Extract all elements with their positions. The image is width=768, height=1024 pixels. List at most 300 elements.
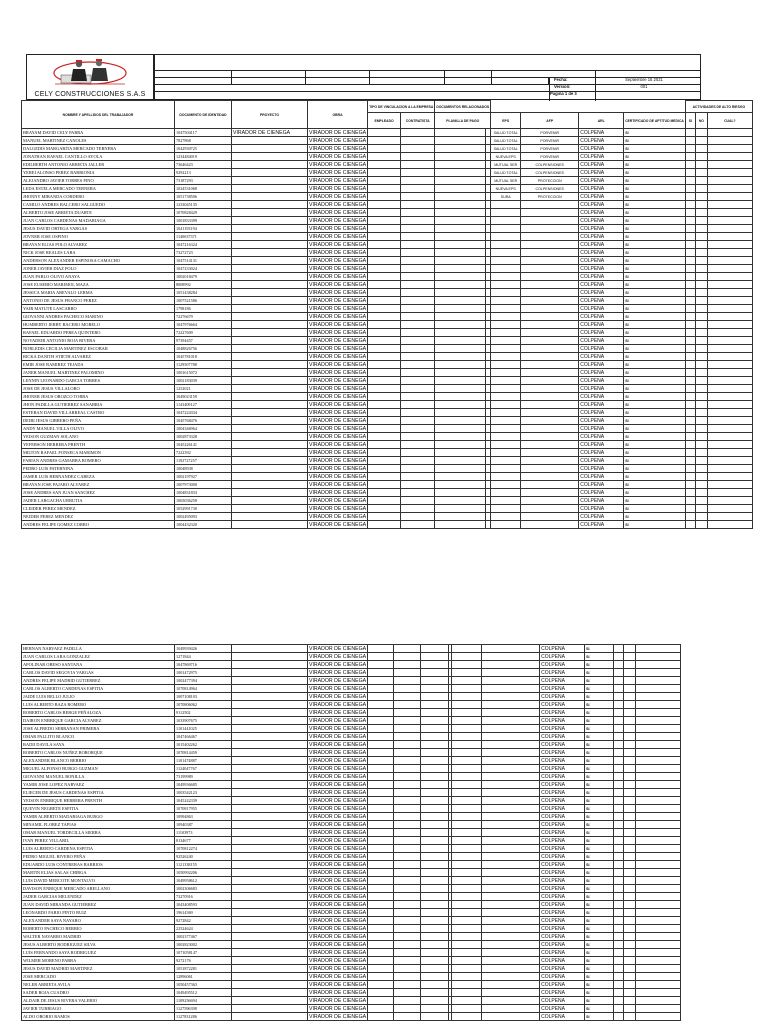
worker-arl: COLPENA	[540, 869, 585, 877]
worker-eps	[491, 233, 521, 241]
worker-obra: VIRADOR DE CIENEGA	[309, 989, 367, 996]
worker-eps	[452, 1013, 482, 1021]
worker-name: HERNAN NARVAEZ PADILLA	[22, 645, 175, 653]
worker-planilla	[435, 225, 485, 233]
table-row	[22, 233, 753, 241]
worker-no	[695, 201, 707, 209]
worker-arl: COLPENA	[579, 169, 624, 177]
worker-afp: PORVENIR	[521, 145, 579, 153]
worker-si	[614, 653, 624, 661]
worker-cual	[707, 393, 752, 401]
worker-cual	[707, 345, 752, 353]
worker-eps	[491, 297, 521, 305]
worker-afp	[521, 273, 579, 281]
worker-no	[695, 497, 707, 505]
worker-cual	[636, 773, 681, 781]
worker-no	[695, 169, 707, 177]
worker-no	[695, 417, 707, 425]
worker-cual	[707, 441, 752, 449]
worker-obra: VIRADOR DE CIENEGA	[309, 757, 367, 764]
worker-empleado	[368, 169, 401, 177]
worker-name: ALBERTO JOSE ARRIETA DUARTE	[22, 209, 175, 217]
worker-empleado	[368, 385, 401, 393]
worker-contratista	[394, 813, 421, 821]
worker-cual	[636, 885, 681, 893]
worker-no	[624, 997, 636, 1005]
worker-cual	[636, 853, 681, 861]
worker-proyecto	[232, 137, 308, 145]
worker-si	[685, 497, 695, 505]
table-row	[22, 853, 681, 861]
worker-name: CARLOS ALBERTO CARDENAS ESPITIA	[22, 685, 175, 693]
worker-document: 9292213	[175, 169, 232, 177]
worker-obra: VIRADOR DE CIENEGA	[309, 685, 367, 692]
worker-empleado	[368, 217, 401, 225]
worker-obra: VIRADOR DE CIENEGA	[309, 377, 367, 384]
worker-name: PEDRO MIGUEL RIVERO PEÑA	[22, 853, 175, 861]
worker-name: JUAN PABLO OLIVO ANAYA	[22, 273, 175, 281]
worker-planilla	[421, 885, 449, 893]
worker-proyecto	[232, 669, 308, 677]
worker-certificado: SI	[585, 797, 614, 805]
worker-afp	[482, 741, 540, 749]
worker-no	[624, 821, 636, 829]
worker-arl: COLPENA	[540, 997, 585, 1005]
worker-si	[685, 425, 695, 433]
worker-proyecto	[232, 821, 308, 829]
worker-eps	[452, 757, 482, 765]
worker-document: 1002477394	[175, 677, 232, 685]
worker-arl: COLPENA	[579, 129, 624, 137]
worker-empleado	[368, 257, 401, 265]
worker-name: JUAN CARLOS LARA GONZALEZ	[22, 653, 175, 661]
worker-eps	[452, 709, 482, 717]
worker-no	[695, 225, 707, 233]
worker-arl: COLPENA	[540, 653, 585, 661]
worker-obra: VIRADOR DE CIENEGA	[309, 161, 367, 168]
worker-no	[695, 289, 707, 297]
table-row	[22, 725, 681, 733]
worker-document: 1234484019	[175, 153, 232, 161]
worker-name: MARTIN ELIAS SALAS CHIRGA	[22, 869, 175, 877]
worker-document: 1051872281	[175, 965, 232, 973]
worker-no	[695, 129, 707, 137]
worker-contratista	[401, 281, 435, 289]
worker-no	[695, 385, 707, 393]
worker-si	[614, 917, 624, 925]
worker-empleado	[368, 653, 394, 661]
worker-proyecto	[232, 425, 308, 433]
worker-arl: COLPENA	[579, 313, 624, 321]
worker-name: YAMIR ALBERTO MADARIAGA BURGO	[22, 813, 175, 821]
worker-afp	[521, 265, 579, 273]
worker-eps	[452, 693, 482, 701]
worker-afp	[521, 481, 579, 489]
worker-planilla	[421, 925, 449, 933]
worker-proyecto	[232, 805, 308, 813]
worker-empleado	[368, 901, 394, 909]
worker-afp	[482, 997, 540, 1005]
worker-obra: VIRADOR DE CIENEGA	[309, 773, 367, 780]
worker-arl: COLPENA	[540, 685, 585, 693]
worker-contratista	[401, 337, 435, 345]
worker-eps	[491, 353, 521, 361]
worker-proyecto	[232, 773, 308, 781]
worker-arl: COLPENA	[579, 249, 624, 257]
worker-empleado	[368, 297, 401, 305]
worker-cual	[707, 401, 752, 409]
table-row	[22, 733, 681, 741]
worker-si	[614, 1005, 624, 1013]
worker-proyecto	[232, 233, 308, 241]
worker-empleado	[368, 717, 394, 725]
worker-name: LUIS FERNANDO SAYA RODRIGUEZ	[22, 949, 175, 957]
worker-no	[624, 717, 636, 725]
worker-document: 73199989	[175, 773, 232, 781]
worker-eps	[491, 313, 521, 321]
table-body-section-2	[22, 645, 681, 1021]
worker-planilla	[421, 909, 449, 917]
worker-afp	[482, 677, 540, 685]
worker-name: HUMBERTO JERRY BACERO MORELO	[22, 321, 175, 329]
worker-cual	[636, 717, 681, 725]
worker-planilla	[435, 233, 485, 241]
worker-obra: VIRADOR DE CIENEGA	[309, 313, 367, 320]
worker-planilla	[435, 201, 485, 209]
worker-afp	[521, 513, 579, 521]
worker-certificado: SI	[585, 877, 614, 885]
worker-proyecto	[232, 941, 308, 949]
worker-eps	[452, 789, 482, 797]
worker-name: DAIRON ENRRIQUE GARCIA ALVAREZ	[22, 717, 175, 725]
worker-afp	[482, 1013, 540, 1021]
worker-empleado	[368, 481, 401, 489]
worker-eps	[491, 497, 521, 505]
worker-certificado: SI	[585, 757, 614, 765]
worker-no	[695, 361, 707, 369]
worker-contratista	[401, 329, 435, 337]
table-row	[22, 869, 681, 877]
worker-certificado: SI	[624, 129, 686, 137]
worker-afp	[482, 941, 540, 949]
worker-si	[614, 933, 624, 941]
worker-no	[695, 521, 707, 529]
worker-arl: COLPENA	[579, 305, 624, 313]
table-row	[22, 209, 753, 217]
worker-proyecto	[232, 989, 308, 997]
worker-name: BRAYAM DAVID CELY PARRA	[22, 129, 175, 137]
worker-contratista	[394, 749, 421, 757]
table-row	[22, 661, 681, 669]
worker-empleado	[368, 337, 401, 345]
worker-arl: COLPENA	[579, 353, 624, 361]
worker-name: LUIS ALBERTO BAZA ROMERO	[22, 701, 175, 709]
worker-afp	[521, 249, 579, 257]
worker-contratista	[394, 709, 421, 717]
worker-planilla	[421, 861, 449, 869]
worker-no	[624, 973, 636, 981]
worker-empleado	[368, 757, 394, 765]
worker-empleado	[368, 401, 401, 409]
table-row	[22, 645, 681, 653]
worker-eps: NUEVA EPS	[491, 153, 521, 161]
worker-afp	[521, 217, 579, 225]
worker-no	[695, 409, 707, 417]
worker-cual	[707, 449, 752, 457]
worker-name: LENNIN LEONARDO GARCIA TORRES	[22, 377, 175, 385]
worker-no	[695, 393, 707, 401]
worker-name: JANER MANUEL MARTINEZ PALOMINO	[22, 369, 175, 377]
worker-si	[685, 489, 695, 497]
worker-planilla	[421, 957, 449, 965]
worker-proyecto	[232, 353, 308, 361]
worker-arl: COLPENA	[579, 433, 624, 441]
worker-no	[695, 297, 707, 305]
worker-document: 73272723	[175, 249, 232, 257]
worker-si	[614, 733, 624, 741]
worker-no	[624, 653, 636, 661]
worker-proyecto	[232, 741, 308, 749]
table-row	[22, 885, 681, 893]
worker-proyecto	[232, 957, 308, 965]
worker-proyecto	[232, 901, 308, 909]
worker-contratista	[401, 481, 435, 489]
worker-no	[624, 957, 636, 965]
worker-arl: COLPENA	[579, 361, 624, 369]
worker-no	[624, 685, 636, 693]
worker-obra: VIRADOR DE CIENEGA	[309, 361, 367, 368]
table-row	[22, 845, 681, 853]
worker-si	[685, 473, 695, 481]
worker-si	[685, 297, 695, 305]
worker-name: JOSE EUSEBIO MARIMOL MAZA	[22, 281, 175, 289]
worker-si	[614, 813, 624, 821]
worker-afp	[482, 789, 540, 797]
worker-cual	[707, 169, 752, 177]
worker-no	[624, 893, 636, 901]
worker-afp	[482, 989, 540, 997]
worker-contratista	[394, 853, 421, 861]
worker-certificado: SI	[624, 169, 686, 177]
worker-arl: COLPENA	[540, 893, 585, 901]
worker-document: 1121338155	[175, 861, 232, 869]
worker-si	[685, 177, 695, 185]
worker-cual	[707, 257, 752, 265]
table-row	[22, 169, 753, 177]
worker-arl: COLPENA	[579, 513, 624, 521]
worker-eps	[491, 505, 521, 513]
worker-afp	[482, 1005, 540, 1013]
worker-obra: VIRADOR DE CIENEGA	[309, 909, 367, 916]
worker-arl: COLPENA	[579, 177, 624, 185]
worker-eps	[491, 433, 521, 441]
worker-obra: VIRADOR DE CIENEGA	[309, 425, 367, 432]
worker-planilla	[435, 249, 485, 257]
worker-si	[685, 393, 695, 401]
worker-certificado: SI	[585, 981, 614, 989]
worker-arl: COLPENA	[540, 789, 585, 797]
table-row	[22, 321, 753, 329]
worker-document: 1002306683	[175, 885, 232, 893]
worker-eps	[452, 813, 482, 821]
worker-empleado	[368, 497, 401, 505]
worker-proyecto	[232, 909, 308, 917]
worker-cual	[707, 329, 752, 337]
worker-contratista	[394, 893, 421, 901]
worker-proyecto	[232, 837, 308, 845]
worker-planilla	[435, 345, 485, 353]
worker-planilla	[435, 185, 485, 193]
worker-certificado: SI	[624, 417, 686, 425]
worker-document: 1045768476	[175, 417, 232, 425]
worker-si	[685, 241, 695, 249]
worker-document: 1002018479	[175, 273, 232, 281]
worker-eps	[452, 893, 482, 901]
worker-contratista	[401, 321, 435, 329]
worker-empleado	[368, 965, 394, 973]
worker-empleado	[368, 845, 394, 853]
worker-certificado: SI	[585, 997, 614, 1005]
worker-name: EMIR JOSE RAMIREZ TEJADA	[22, 361, 175, 369]
worker-obra: VIRADOR DE CIENEGA	[309, 965, 367, 972]
worker-contratista	[401, 289, 435, 297]
worker-si	[685, 281, 695, 289]
worker-arl: COLPENA	[579, 161, 624, 169]
worker-arl: COLPENA	[540, 741, 585, 749]
worker-planilla	[435, 217, 485, 225]
worker-eps	[491, 217, 521, 225]
worker-afp	[482, 861, 540, 869]
worker-cual	[707, 145, 752, 153]
worker-no	[624, 749, 636, 757]
table-row	[22, 457, 753, 465]
worker-certificado: SI	[624, 273, 686, 281]
worker-cual	[636, 661, 681, 669]
worker-cual	[636, 693, 681, 701]
worker-eps	[452, 861, 482, 869]
worker-si	[685, 337, 695, 345]
worker-si	[685, 345, 695, 353]
worker-empleado	[368, 457, 401, 465]
worker-cual	[636, 861, 681, 869]
worker-si	[614, 773, 624, 781]
worker-no	[695, 465, 707, 473]
worker-afp	[521, 321, 579, 329]
worker-certificado: SI	[624, 321, 686, 329]
worker-cual	[707, 337, 752, 345]
worker-proyecto	[232, 249, 308, 257]
worker-obra: VIRADOR DE CIENEGA	[309, 805, 367, 812]
worker-eps	[491, 337, 521, 345]
worker-certificado: SI	[624, 489, 686, 497]
worker-obra: VIRADOR DE CIENEGA	[309, 933, 367, 940]
table-row	[22, 917, 681, 925]
worker-no	[695, 305, 707, 313]
worker-no	[624, 669, 636, 677]
table-row	[22, 709, 681, 717]
worker-afp	[482, 693, 540, 701]
worker-document: 1045226141	[175, 441, 232, 449]
worker-obra: VIRADOR DE CIENEGA	[309, 893, 367, 900]
worker-document: 1129507788	[175, 361, 232, 369]
worker-cual	[636, 901, 681, 909]
worker-name: NOVADEIR ANTONIO ROJA RIVERA	[22, 337, 175, 345]
worker-proyecto	[232, 497, 308, 505]
worker-planilla	[435, 241, 485, 249]
worker-eps	[452, 965, 482, 973]
worker-obra: VIRADOR DE CIENEGA	[309, 861, 367, 868]
worker-empleado	[368, 893, 394, 901]
col-header-arl: ARL	[579, 113, 624, 129]
worker-obra: VIRADOR DE CIENEGA	[309, 193, 367, 200]
worker-cual	[707, 161, 752, 169]
worker-proyecto	[232, 441, 308, 449]
worker-empleado	[368, 933, 394, 941]
worker-obra: VIRADOR DE CIENEGA	[309, 305, 367, 312]
worker-empleado	[368, 773, 394, 781]
worker-name: JOSE ALFREDO SERRANAN PRIMERA	[22, 725, 175, 733]
worker-eps	[491, 249, 521, 257]
worker-obra: VIRADOR DE CIENEGA	[309, 741, 367, 748]
worker-si	[685, 481, 695, 489]
worker-planilla	[421, 989, 449, 997]
worker-afp	[521, 305, 579, 313]
worker-si	[614, 725, 624, 733]
worker-afp	[482, 869, 540, 877]
worker-contratista	[394, 837, 421, 845]
worker-si	[614, 661, 624, 669]
worker-empleado	[368, 145, 401, 153]
worker-no	[624, 1005, 636, 1013]
worker-arl: COLPENA	[540, 669, 585, 677]
worker-certificado: SI	[585, 645, 614, 653]
worker-obra: VIRADOR DE CIENEGA	[309, 677, 367, 684]
table-row	[22, 305, 753, 313]
worker-planilla	[435, 369, 485, 377]
worker-cual	[707, 153, 752, 161]
worker-no	[624, 645, 636, 653]
worker-document: 1127831286	[175, 1013, 232, 1021]
worker-afp	[482, 813, 540, 821]
worker-certificado: SI	[624, 345, 686, 353]
worker-name: ROBERTO PACHECO BERRIO	[22, 925, 175, 933]
worker-document: 1109256694	[175, 997, 232, 1005]
worker-document: 1001472975	[175, 669, 232, 677]
worker-name: JESUS ALBERTO RODRIGUEZ SILVA	[22, 941, 175, 949]
worker-planilla	[435, 361, 485, 369]
worker-eps	[452, 885, 482, 893]
worker-planilla	[435, 337, 485, 345]
worker-cual	[636, 869, 681, 877]
worker-proyecto	[232, 289, 308, 297]
table-row	[22, 393, 753, 401]
worker-obra: VIRADOR DE CIENEGA	[309, 981, 367, 988]
worker-obra: VIRADOR DE CIENEGA	[309, 717, 367, 724]
worker-eps	[491, 305, 521, 313]
worker-arl: COLPENA	[540, 757, 585, 765]
worker-certificado: SI	[624, 185, 686, 193]
worker-arl: COLPENA	[540, 717, 585, 725]
worker-planilla	[421, 997, 449, 1005]
worker-document: 1004346964	[175, 425, 232, 433]
worker-certificado: SI	[624, 305, 686, 313]
worker-cual	[636, 909, 681, 917]
worker-document: 73270916	[175, 893, 232, 901]
worker-si	[614, 845, 624, 853]
worker-proyecto	[232, 417, 308, 425]
worker-proyecto	[232, 369, 308, 377]
worker-no	[695, 241, 707, 249]
